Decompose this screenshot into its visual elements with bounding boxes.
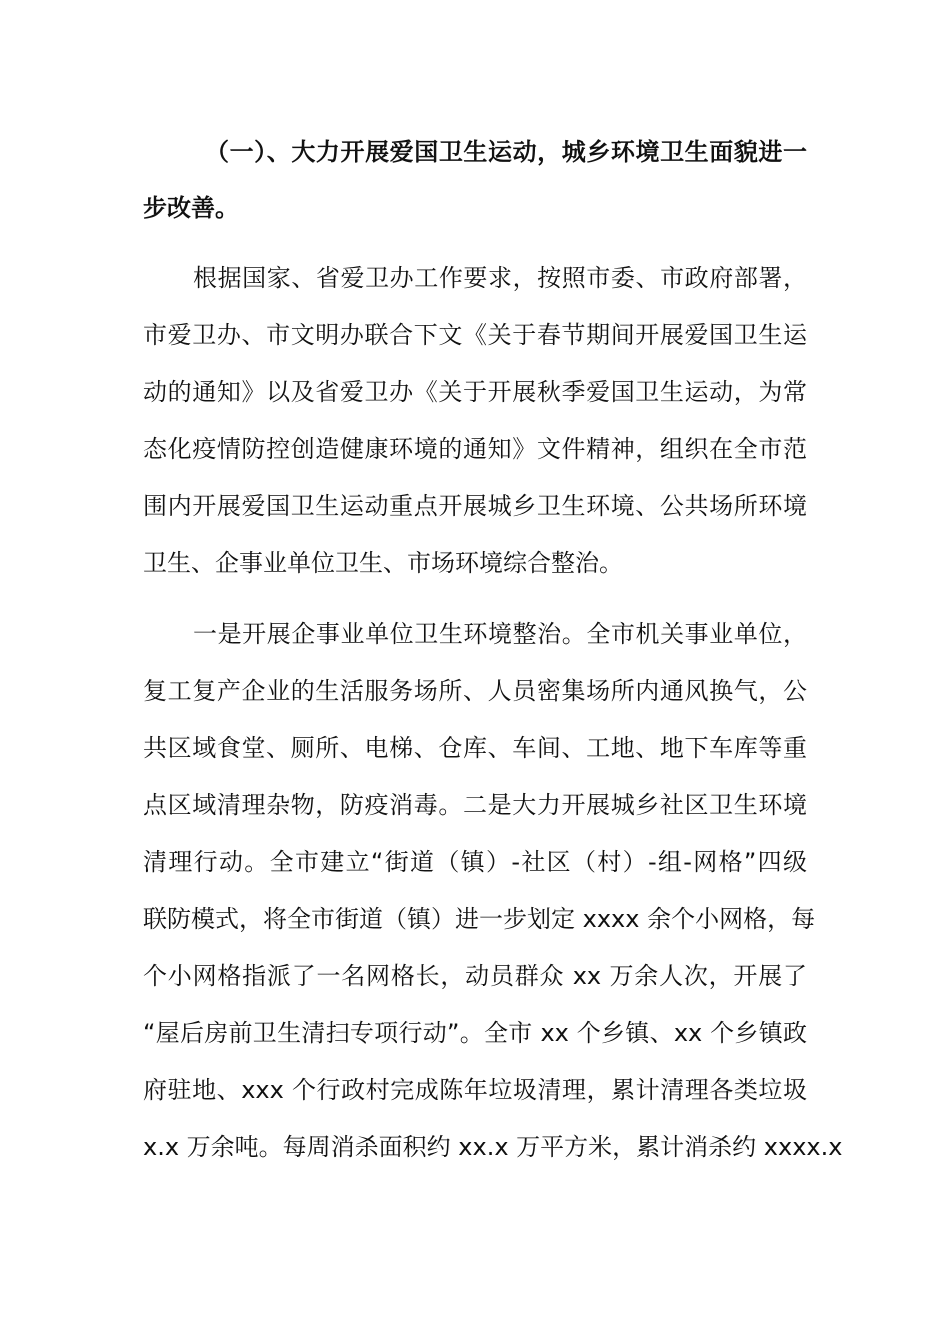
- paragraph-2-line-2: 复工复产企业的生活服务场所、人员密集场所内通风换气，公: [143, 677, 807, 705]
- paragraph-2-line-4: 点区域清理杂物，防疫消毒。二是大力开展城乡社区卫生环境: [143, 791, 807, 819]
- paragraph-2-line-7: 个小网格指派了一名网格长，动员群众 xx 万余人次，开展了: [143, 962, 807, 990]
- paragraph-1-line-2: 市爱卫办、市文明办联合下文《关于春节期间开展爱国卫生运: [143, 321, 807, 349]
- section-heading-line-1: （一）、大力开展爱国卫生运动，城乡环境卫生面貌进一: [205, 138, 807, 166]
- paragraph-1-line-6: 卫生、企事业单位卫生、市场环境综合整治。: [143, 549, 623, 577]
- paragraph-1-line-5: 围内开展爱国卫生运动重点开展城乡卫生环境、公共场所环境: [143, 492, 807, 520]
- paragraph-2-line-8: “屋后房前卫生清扫专项行动”。全市 xx 个乡镇、xx 个乡镇政: [143, 1019, 807, 1047]
- paragraph-2-line-5: 清理行动。全市建立“街道（镇）-社区（村）-组-网格”四级: [143, 848, 807, 876]
- paragraph-2-line-9: 府驻地、xxx 个行政村完成陈年垃圾清理，累计清理各类垃圾: [143, 1076, 807, 1104]
- paragraph-1-line-4: 态化疫情防控创造健康环境的通知》文件精神，组织在全市范: [143, 435, 807, 463]
- paragraph-2-line-3: 共区域食堂、厕所、电梯、仓库、车间、工地、地下车库等重: [143, 734, 807, 762]
- section-heading-line-2: 步改善。: [143, 194, 239, 222]
- paragraph-2-line-10: x.x 万余吨。每周消杀面积约 xx.x 万平方米，累计消杀约 xxxx.x: [143, 1133, 843, 1161]
- paragraph-2-line-6: 联防模式，将全市街道（镇）进一步划定 xxxx 余个小网格，每: [143, 905, 816, 933]
- paragraph-2-line-1: 一是开展企事业单位卫生环境整治。全市机关事业单位，: [193, 620, 807, 648]
- paragraph-1-line-1: 根据国家、省爱卫办工作要求，按照市委、市政府部署，: [193, 264, 807, 292]
- paragraph-1-line-3: 动的通知》以及省爱卫办《关于开展秋季爱国卫生运动，为常: [143, 378, 807, 406]
